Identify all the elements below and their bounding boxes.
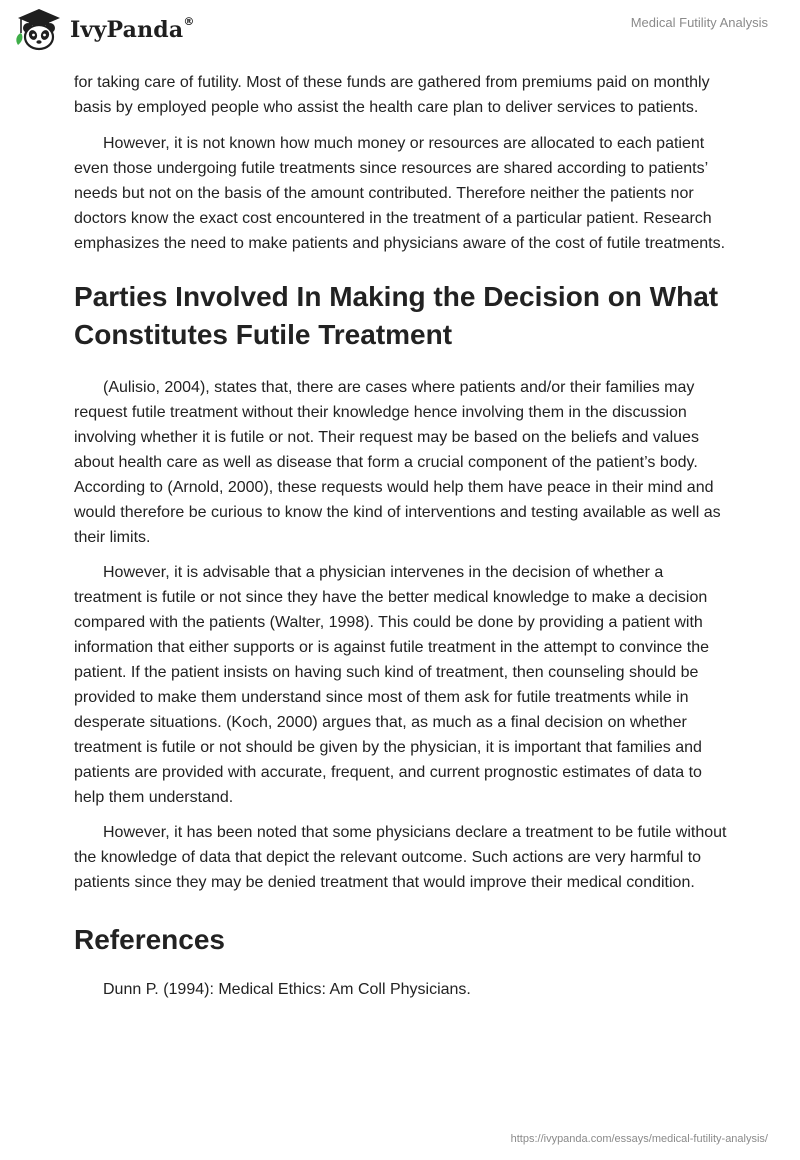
- paragraph: However, it is advisable that a physician intervenes in the decision of whether a treatment is futile or not since they have the better medical knowledge to make a decision compared with the patients (Walter, 1998). This could be done by providing a patient with information that either supports or is against futile treatment in the attempt to convince the patient. If the patient insists on having such kind of treatment, then counseling should be provided to make them understand since most of them ask for futile treatments while in desperate situations. (Koch, 2000) argues that, as much as a final decision on whether treatment is futile or not should be given by the physician, it is important that families and patients are provided with accurate, frequent, and current prognostic estimates of data to help them understand.: [74, 564, 710, 806]
- ivypanda-logo[interactable]: [14, 6, 195, 54]
- reference-item: Dunn P. (1994): Medical Ethics: Am Coll Physicians.: [103, 981, 471, 998]
- paragraph: However, it is not known how much money or resources are allocated to each patient even those undergoing futile treatments since resources are shared according to patients’ needs but not on the basis of the amount contributed. Therefore neither the patients nor doctors know the exact cost encountered in the treatment of a particular patient. Research emphasizes the need to make patients and physicians aware of the cost of futile treatments.: [74, 135, 726, 252]
- references-heading: References: [74, 924, 225, 955]
- document-title: Medical Futility Analysis: [630, 15, 768, 30]
- panda-graduation-icon: [14, 7, 64, 53]
- page-header: [0, 0, 800, 64]
- brand-name-text: IvyPanda: [70, 17, 184, 43]
- paragraph: (Aulisio, 2004), states that, there are cases where patients and/or their families may request futile treatment without their knowledge hence involving them in the discussion involving whether it is futile or not. Their request may be based on the beliefs and values about health care as well as disease that form a crucial component of the patient’s body. According to (Arnold, 2000), these requests would help them have peace in their mind and would therefore be curious to know the kind of interventions and testing available as well as their limits.: [74, 379, 721, 546]
- paragraph: However, it has been noted that some physicians declare a treatment to be futile without the knowledge of data that depict the relevant outcome. Such actions are very harmful to patients since they may be denied treatment that would improve their medical condition.: [74, 824, 727, 891]
- section-heading: Parties Involved In Making the Decision on What Constitutes Futile Treatment: [74, 281, 719, 350]
- essay-content: [74, 70, 734, 1012]
- paragraph-continued: for taking care of futility. Most of these funds are gathered from premiums paid on monthly basis by employed people who assist the health care plan to deliver services to patients.: [74, 74, 710, 116]
- footer-url[interactable]: https://ivypanda.com/essays/medical-futility-analysis/: [510, 1133, 768, 1145]
- brand-name: [70, 17, 195, 43]
- registered-mark: ®: [183, 15, 195, 28]
